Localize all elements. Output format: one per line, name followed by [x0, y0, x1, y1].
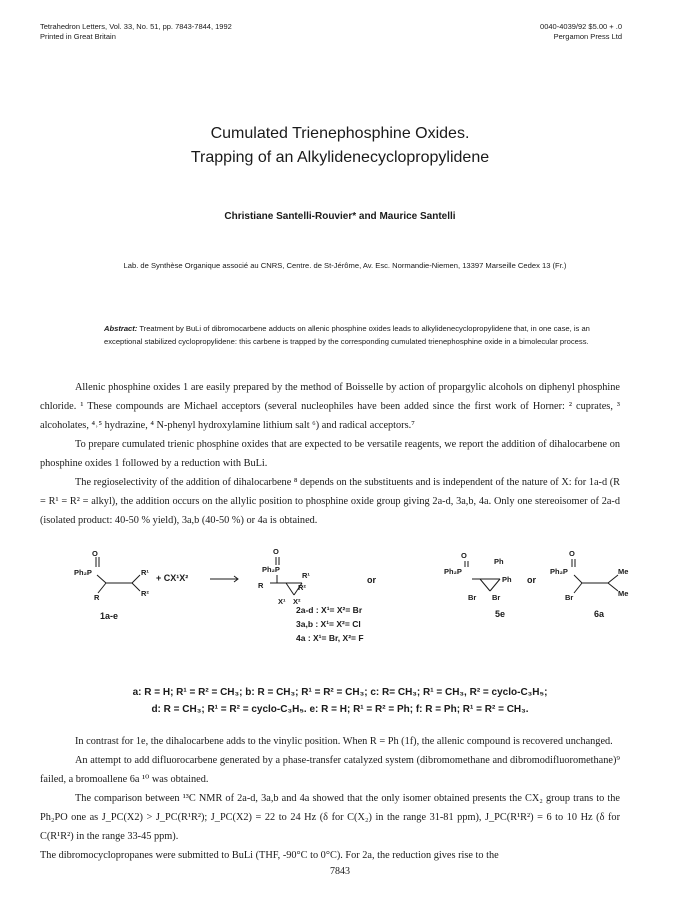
reactant-label: 1a-e: [100, 611, 119, 621]
bond: [574, 575, 582, 583]
product-2a-d: 2a-d : X¹= X²= Br: [296, 605, 363, 615]
label-5e: 5e: [495, 609, 506, 619]
paragraph-3: The regioselectivity of the addition of dihalocarbene ⁸ depends on the substituents and is independent of the nature of X: for 1a-d (R = R¹ = R² = alkyl), the addition occurs on the allylic position to phosphine oxide group giving 2a-d, 3a,b, 4a. Only one stereoisomer of 2a-d (isolated product: 40-50 % yield), 3a,b (40-50 %) or 4a is obtained.: [40, 477, 620, 526]
atom-r: R: [94, 593, 100, 602]
abstract: [104, 322, 598, 348]
atom-o: O: [569, 549, 575, 558]
bond: [286, 583, 294, 595]
atom-r2: R²: [141, 589, 149, 598]
authors: Christiane Santelli-Rouvier* and Maurice Santelli: [224, 211, 456, 222]
atom-x2: X²: [293, 597, 301, 606]
bond: [608, 575, 618, 583]
atom-ph2p: Ph₂P: [74, 568, 92, 577]
atom-o: O: [92, 549, 98, 558]
bond: [574, 583, 582, 593]
atom-me: Me: [618, 567, 629, 576]
atom-br: Br: [492, 593, 501, 602]
abstract-label: Abstract:: [104, 324, 138, 333]
substituent-line-1: a: R = H; R¹ = R² = CH₃; b: R = CH₃; R¹ = R² = CH₃; c: R= CH₃; R¹ = CH₃, R² = cyclo-C₃H₅;: [132, 687, 548, 698]
journal-citation: Tetrahedron Letters, Vol. 33, No. 51, pp. 7843-7844, 1992: [40, 22, 232, 31]
publisher-header: [540, 22, 622, 42]
product-3ab: 3a,b : X¹= X²= Cl: [296, 619, 361, 629]
bond: [480, 579, 490, 591]
bond: [132, 575, 140, 583]
or-separator: or: [527, 575, 536, 585]
atom-br: Br: [565, 593, 574, 602]
atom-ph2p: Ph₂P: [262, 565, 280, 574]
bond: [98, 583, 106, 593]
paragraph-2: To prepare cumulated trienic phosphine oxides that are expected to be versatile reagents, we report the addition of dihalocarbene on phosphine oxides 1 followed by a reduction with BuLi.: [40, 439, 620, 469]
printed-in: Printed in Great Britain: [40, 32, 116, 41]
reaction-scheme: [40, 547, 640, 658]
atom-o: O: [461, 551, 467, 560]
title-line-2: Trapping of an Alkylidenecyclopropylidene: [190, 149, 490, 166]
affiliation: Lab. de Synthèse Organique associé au CNRS, Centre. de St-Jérôme, Av. Esc. Normandie-Niemen, 13397 Marseille Cedex 13 (Fr.): [123, 261, 567, 270]
atom-ph2p: Ph₂P: [444, 567, 462, 576]
atom-x1: X¹: [278, 597, 286, 606]
substituent-line-2: d: R = CH₃; R¹ = R² = cyclo-C₃H₅. e: R = H; R¹ = R² = Ph; f: R = Ph; R¹ = R² = CH₃.: [151, 704, 529, 715]
atom-r2: R²: [298, 583, 306, 592]
bond: [132, 583, 140, 591]
paragraph-6: The comparison between ¹³C NMR of 2a-d, 3a,b and 4a showed that the only isomer obtained presents the CX₂ group trans to the Ph₂PO one as J_PC(X2) > J_PC(R¹R²); J_PC(X2) = 22 to 24 Hz (δ for C(X₂) in the range 31-81 ppm), J_PC(R¹R²) = 6 to 10 Hz (δ for C(R¹R²) in the range 33-45 ppm).: [40, 793, 620, 842]
bond: [608, 583, 618, 591]
reagent: + CX¹X²: [156, 573, 189, 583]
price-code: 0040-4039/92 $5.00 + .0: [540, 22, 622, 31]
atom-r1: R¹: [141, 568, 149, 577]
page-number: 7843: [330, 866, 350, 877]
atom-ph: Ph: [494, 557, 504, 566]
paper-title: [0, 122, 680, 170]
bond: [97, 575, 106, 583]
atom-r: R: [258, 581, 264, 590]
atom-br: Br: [468, 593, 477, 602]
atom-r1: R¹: [302, 571, 310, 580]
paragraph-7: The dibromocyclopropanes were submitted to BuLi (THF, -90°C to 0°C). For 2a, the reduction gives rise to the: [40, 850, 499, 861]
abstract-text: Treatment by BuLi of dibromocarbene adducts on allenic phosphine oxides leads to alkylidenecyclopropylidene that, in one case, is an exceptional stabilized cyclopropylidene: this carbene is trapped by the corresponding cumulated trienephosphine oxide in a bimolecular process.: [104, 324, 590, 346]
title-line-1: Cumulated Trienephosphine Oxides.: [210, 125, 470, 142]
paragraph-5: An attempt to add difluorocarbene generated by a phase-transfer catalyzed system (dibromomethane and dibromodifluoromethane)⁹ failed, a bromoallene 6a ¹⁰ was obtained.: [40, 755, 620, 785]
journal-header: [40, 22, 232, 42]
label-6a: 6a: [594, 609, 605, 619]
atom-o: O: [273, 547, 279, 556]
paragraph-1: Allenic phosphine oxides 1 are easily prepared by the method of Boisselle by action of propargylic alcohols on diphenyl phosphine chloride. ¹ These compounds are Michael acceptors (several nucleophiles have been added since the first work of Horner: ² cuprates, ³ alcoholates, ⁴˒⁵ hydrazine, ⁴ N-phenyl hydroxylamine lithium salt ⁶) and radical acceptors.⁷: [40, 382, 620, 431]
product-4a: 4a : X¹= Br, X²= F: [296, 633, 364, 643]
bond: [490, 579, 500, 591]
atom-me: Me: [618, 589, 629, 598]
atom-ph: Ph: [502, 575, 512, 584]
product-list: [296, 603, 364, 645]
or-separator: or: [367, 575, 376, 585]
publisher-name: Pergamon Press Ltd: [553, 32, 622, 41]
atom-ph2p: Ph₂P: [550, 567, 568, 576]
intro-paragraphs: [40, 378, 620, 530]
body-paragraphs: [40, 732, 620, 865]
paragraph-4: In contrast for 1e, the dihalocarbene adds to the vinylic position. When R = Ph (1f), the allenic compound is recovered unchanged.: [75, 736, 613, 747]
